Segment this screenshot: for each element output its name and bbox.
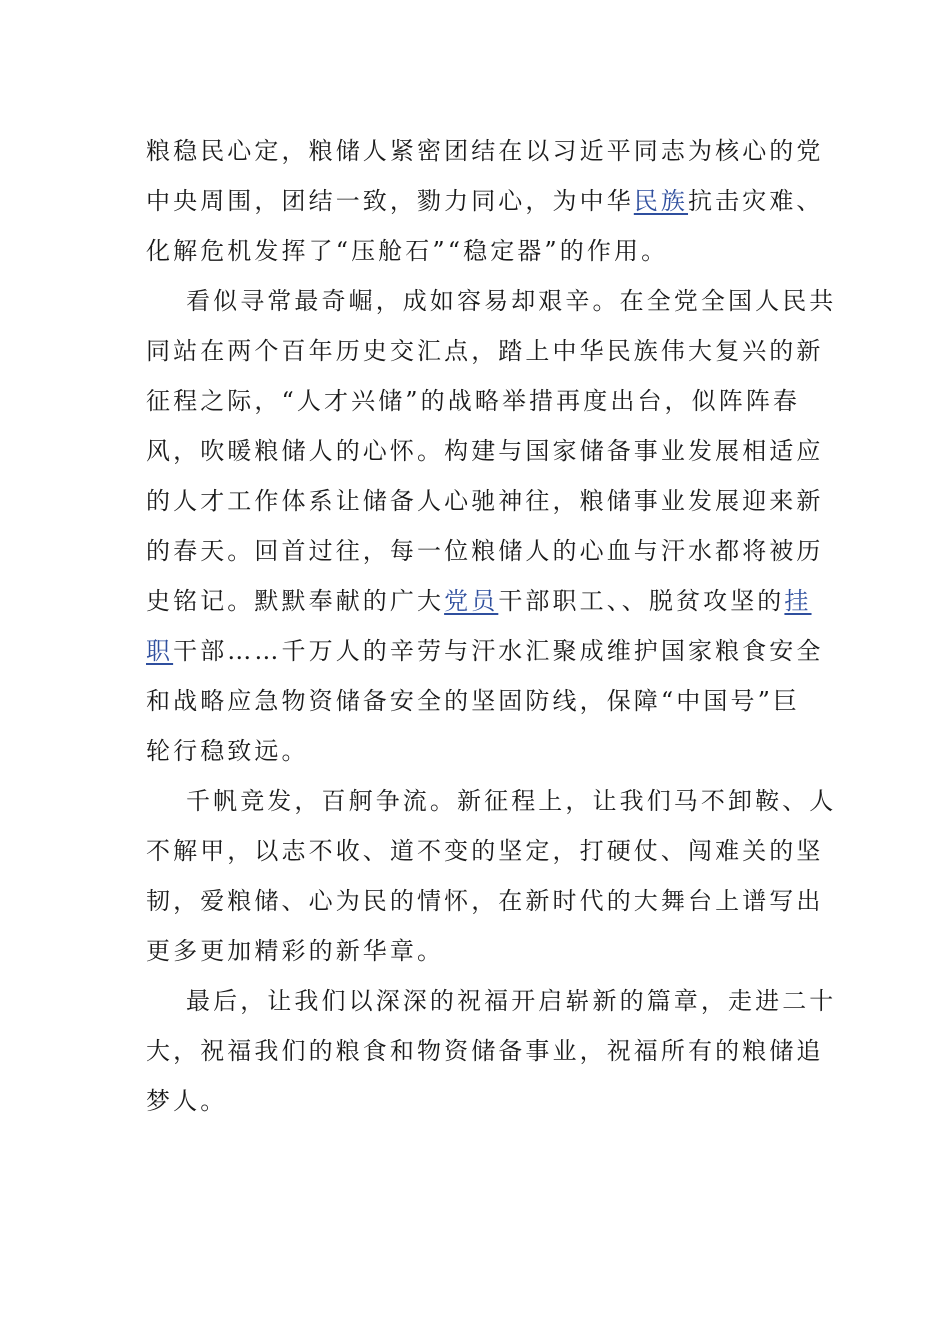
link-dangyuan[interactable]: 党员 [444, 587, 499, 615]
text-segment: 干部职工、、脱贫攻坚的 [498, 587, 785, 615]
text-segment: 抗击灾难、 [688, 187, 824, 215]
text-line [146, 176, 824, 226]
text-line: 更多更加精彩的新华章。 [146, 937, 445, 965]
text-line: 和战略应急物资储备安全的坚固防线，保障“中国号”巨 [146, 687, 801, 715]
text-line: 同站在两个百年历史交汇点，踏上中华民族伟大复兴的新 [146, 337, 824, 365]
link-guazhi-part2[interactable]: 职 [146, 637, 174, 665]
text-line: 韧，爱粮储、心为民的情怀，在新时代的大舞台上谱写出 [146, 887, 824, 915]
paragraph-3 [146, 776, 837, 976]
text-line [146, 626, 824, 676]
text-line: 的人才工作体系让储备人心驰神往，粮储事业发展迎来新 [146, 487, 824, 515]
link-minzu[interactable]: 民族 [633, 187, 689, 215]
text-line: 的春天。回首过往，每一位粮储人的心血与汗水都将被历 [146, 537, 824, 565]
paragraph-2 [146, 276, 837, 776]
document-body [146, 126, 837, 1126]
text-segment: 干部……千万人的辛劳与汗水汇聚成维护国家粮食安全 [173, 637, 824, 665]
text-line: 梦人。 [146, 1087, 228, 1115]
text-line: 大，祝福我们的粮食和物资储备事业，祝福所有的粮储追 [146, 1037, 824, 1065]
text-line: 粮稳民心定，粮储人紧密团结在以习近平同志为核心的党 [146, 137, 824, 165]
text-line: 不解甲，以志不收、道不变的坚定，打硬仗、闯难关的坚 [146, 837, 824, 865]
text-line: 征程之际，“人才兴储”的战略举措再度出台，似阵阵春 [146, 387, 801, 415]
text-line: 看似寻常最奇崛，成如容易却艰辛。在全党全国人民共 [186, 287, 837, 315]
text-segment: 中央周围，团结一致，勠力同心，为中华 [146, 187, 634, 215]
link-guazhi-part1[interactable]: 挂 [784, 587, 812, 615]
text-line: 千帆竞发，百舸争流。新征程上，让我们马不卸鞍、人 [186, 787, 837, 815]
text-line: 风，吹暖粮储人的心怀。构建与国家储备事业发展相适应 [146, 437, 824, 465]
paragraph-1 [146, 126, 824, 276]
text-line: 轮行稳致远。 [146, 737, 309, 765]
text-line: 最后，让我们以深深的祝福开启崭新的篇章，走进二十 [186, 987, 837, 1015]
paragraph-4 [146, 976, 837, 1126]
text-segment: 史铭记。默默奉献的广大 [146, 587, 445, 615]
text-line: 化解危机发挥了“压舱石”“稳定器”的作用。 [146, 237, 669, 265]
text-line [146, 576, 812, 626]
